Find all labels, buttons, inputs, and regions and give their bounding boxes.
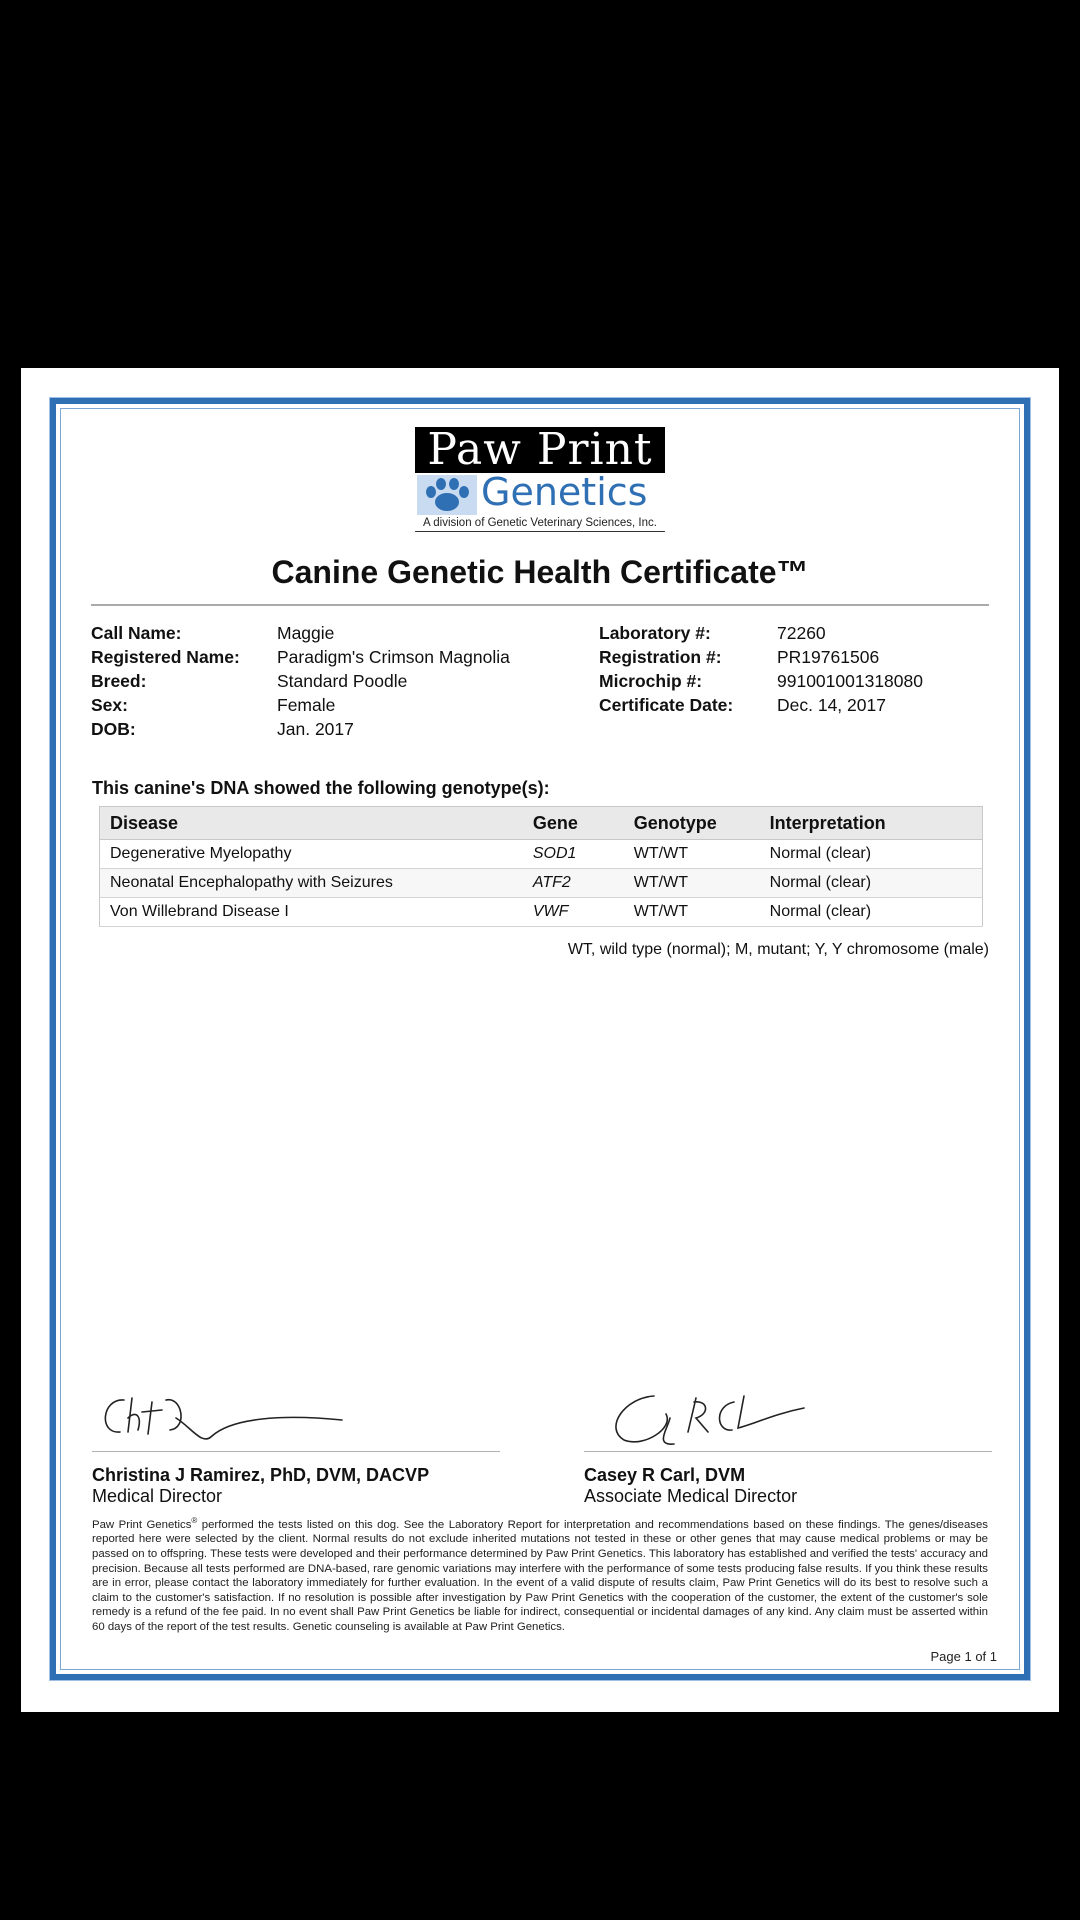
table-header-row [100, 807, 983, 840]
gene-cell: ATF2 [523, 869, 624, 898]
title-divider [91, 604, 989, 606]
certificate-title: Canine Genetic Health Certificate™ [271, 554, 809, 590]
interpretation-cell: Normal (clear) [760, 840, 983, 869]
signer-name: Casey R Carl, DVM [584, 1465, 746, 1485]
genotype-table [99, 806, 983, 927]
disease-cell: Degenerative Myelopathy [100, 840, 523, 869]
logo-line1: Paw Print [415, 427, 665, 473]
signature-carl [584, 1388, 994, 1452]
genotype-heading: This canine's DNA showed the following genotype(s): [92, 778, 550, 798]
signature-ramirez [92, 1388, 502, 1452]
column-header: Disease [100, 807, 523, 840]
signer-name: Christina J Ramirez, PhD, DVM, DACVP [92, 1465, 430, 1485]
genotype-legend: WT, wild type (normal); M, mutant; Y, Y chromosome (male) [567, 941, 989, 958]
disease-cell: Neonatal Encephalopathy with Seizures [100, 869, 523, 898]
table-row [100, 869, 983, 898]
table-row [100, 898, 983, 927]
genotype-cell: WT/WT [624, 898, 760, 927]
logo-line2: Genetics [481, 470, 648, 514]
interpretation-cell: Normal (clear) [760, 869, 983, 898]
page-number: Page 1 of 1 [930, 1649, 997, 1664]
disease-cell: Von Willebrand Disease I [100, 898, 523, 927]
column-header: Interpretation [760, 807, 983, 840]
signer-ramirez [92, 1465, 429, 1507]
table-row [100, 840, 983, 869]
column-header: Gene [523, 807, 624, 840]
signer-role: Associate Medical Director [584, 1486, 798, 1506]
genotype-cell: WT/WT [624, 869, 760, 898]
disclaimer-text: Paw Print Genetics® performed the tests listed on this dog. See the Laboratory Report for interpretation and recommendations based on these findings. The genes/diseases reported here were selected by the client. Normal results do not exclude inherited mutations not tested in these or other genes that may cause medical problems or may be passed on to offspring. These tests were developed and their performance determined by Paw Print Genetics. This laboratory has established and verified the tests' accuracy and precision. Because all tests performed are DNA-based, rare genomic variations may interfere with the performance of some tests producing false results. If you think these results are in error, please contact the laboratory immediately for further evaluation. In the event of a valid dispute of results claim, Paw Print Genetics will do its best to resolve such a claim to the customer's satisfaction. If no resolution is possible after investigation by Paw Print Genetics with the cooperation of the customer, the extent of the customer's sole remedy is a refund of the fee paid. In no event shall Paw Print Genetics be liable for indirect, consequential or incidental damages of any kind. Any claim must be asserted within 60 days of the report of the test results. Genetic counseling is available at Paw Print Genetics. [92, 1516, 989, 1633]
logo-subtitle: A division of Genetic Veterinary Sciences, Inc. [415, 517, 665, 532]
signature-image [92, 1388, 352, 1448]
signer-carl [584, 1465, 797, 1507]
genotype-cell: WT/WT [624, 840, 760, 869]
gene-cell: SOD1 [523, 840, 624, 869]
paw-print-icon [417, 475, 477, 515]
gene-cell: VWF [523, 898, 624, 927]
signer-role: Medical Director [92, 1486, 223, 1506]
interpretation-cell: Normal (clear) [760, 898, 983, 927]
column-header: Genotype [624, 807, 760, 840]
certificate-page: Paw Print Genetics A division of Genetic Veterinary Sciences, Inc. Canine Genetic Health Certificate™ Call Name: Maggie Registered Name: Paradigm's Crimson Magnolia Breed: Standard Poodle Sex: Female DOB: Jan. 2017 Laboratory #: 72260 Registration #: PR19761506 Microchip #: 991001001318080 Certificate Date: Dec. 14, 2017 This canine's DNA showed the following genotype(s): Disease Gene Genotype Interpretation Degenerative Myelopathy SOD1 WT/WT Normal (clear) Neonatal Encephalopathy with Seizures ATF2 WT/WT Normal (clear) Von Willebrand Disease I VWF WT/WT Normal (clear) WT, wild type (normal); M, mutant; Y, Y chromosome (male) Christina J Ramirez, PhD, DVM, DACVP Medical Director Casey R Carl, DVM Associate Medical Director Paw Print Genetics® performed the tests listed on this dog. See the Laboratory Report for interpretation and recommendations based on these findings. The genes/diseases reported here were selected by the client. Normal results do not exclude inherited mutations not tested in these or other genes that may cause medical problems or may be passed on to offspring. These tests were developed and their performance determined by Paw Print Genetics. This laboratory has established and verified the tests' accuracy and precision. Because all tests performed are DNA-based, rare genomic variations may interfere with the performance of some tests producing false results. If you think these results are in error, please contact the laboratory immediately for further evaluation. In the event of a valid dispute of results claim, Paw Print Genetics will do its best to resolve such a claim to the customer's satisfaction. If no resolution is possible after investigation by Paw Print Genetics with the cooperation of the customer, the extent of the customer's sole remedy is a refund of the fee paid. In no event shall Paw Print Genetics be liable for indirect, consequential or incidental damages of any kind. Any claim must be asserted within 60 days of the report of the test results. Genetic counseling is available at Paw Print Genetics. Page 1 of 1 [21, 368, 1059, 1712]
signature-image [584, 1388, 824, 1452]
paw-print-genetics-logo [415, 424, 665, 537]
